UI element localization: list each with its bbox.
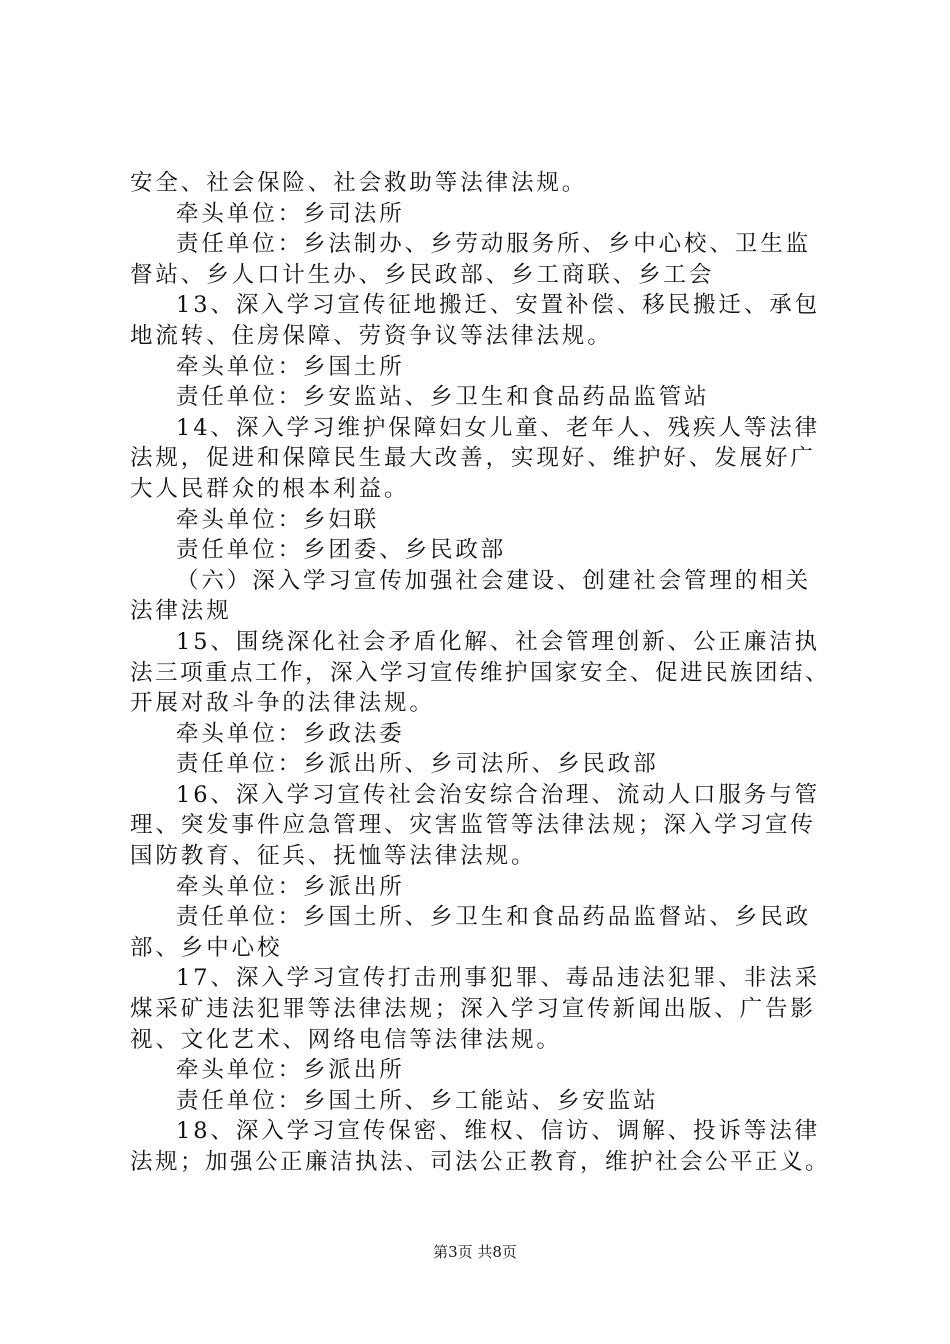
text-line: 地流转、住房保障、劳资争议等法律法规。 bbox=[130, 322, 613, 349]
text-line: 责任单位：乡派出所、乡司法所、乡民政部 bbox=[176, 751, 659, 778]
text-line: 法三项重点工作，深入学习宣传维护国家安全、促进民族团结、 bbox=[130, 659, 831, 686]
text-line: 国防教育、征兵、抚恤等法律法规。 bbox=[130, 843, 537, 870]
text-line: 牵头单位：乡妇联 bbox=[176, 506, 380, 533]
text-line: 开展对敌斗争的法律法规。 bbox=[130, 690, 435, 717]
text-line: 法规，促进和保障民生最大改善，实现好、维护好、发展好广 bbox=[130, 445, 816, 472]
text-line: 15、围绕深化社会矛盾化解、社会管理创新、公正廉洁执 bbox=[176, 628, 821, 655]
text-line: 大人民群众的根本利益。 bbox=[130, 475, 410, 502]
text-line: 牵头单位：乡司法所 bbox=[176, 200, 405, 227]
text-line: 责任单位：乡国土所、乡工能站、乡安监站 bbox=[176, 1087, 659, 1114]
document-body bbox=[130, 168, 835, 1178]
text-line: （六）深入学习宣传加强社会建设、创建社会管理的相关 bbox=[176, 567, 812, 594]
text-line: 17、深入学习宣传打击刑事犯罪、毒品违法犯罪、非法采 bbox=[176, 965, 821, 992]
text-line: 责任单位：乡国土所、乡卫生和食品药品监督站、乡民政 bbox=[176, 904, 812, 931]
text-line: 牵头单位：乡政法委 bbox=[176, 720, 405, 747]
text-line: 责任单位：乡安监站、乡卫生和食品药品监管站 bbox=[176, 384, 710, 411]
text-line: 部、乡中心校 bbox=[130, 934, 283, 961]
text-line: 理、突发事件应急管理、灾害监管等法律法规；深入学习宣传 bbox=[130, 812, 816, 839]
text-line: 13、深入学习宣传征地搬迁、安置补偿、移民搬迁、承包 bbox=[176, 292, 821, 319]
text-line: 视、文化艺术、网络电信等法律法规。 bbox=[130, 1026, 562, 1053]
text-line: 煤采矿违法犯罪等法律法规；深入学习宣传新闻出版、广告影 bbox=[130, 996, 816, 1023]
text-line: 安全、社会保险、社会救助等法律法规。 bbox=[130, 170, 588, 196]
text-line: 18、深入学习宣传保密、维权、信访、调解、投诉等法律 bbox=[176, 1118, 821, 1145]
text-line: 牵头单位：乡派出所 bbox=[176, 873, 405, 900]
page-footer: 第3页 共8页 bbox=[433, 1243, 517, 1261]
text-line: 14、深入学习维护保障妇女儿童、老年人、残疾人等法律 bbox=[176, 414, 821, 441]
text-line: 16、深入学习宣传社会治安综合治理、流动人口服务与管 bbox=[176, 781, 821, 808]
text-line: 牵头单位：乡派出所 bbox=[176, 1057, 405, 1084]
text-line: 责任单位：乡团委、乡民政部 bbox=[176, 537, 507, 564]
text-line: 法律法规 bbox=[130, 598, 232, 625]
text-line: 督站、乡人口计生办、乡民政部、乡工商联、乡工会 bbox=[130, 261, 715, 288]
text-line: 法规；加强公正廉洁执法、司法公正教育，维护社会公平正义。 bbox=[130, 1149, 831, 1175]
text-line: 责任单位：乡法制办、乡劳动服务所、乡中心校、卫生监 bbox=[176, 231, 812, 258]
text-line: 牵头单位：乡国土所 bbox=[176, 353, 405, 380]
